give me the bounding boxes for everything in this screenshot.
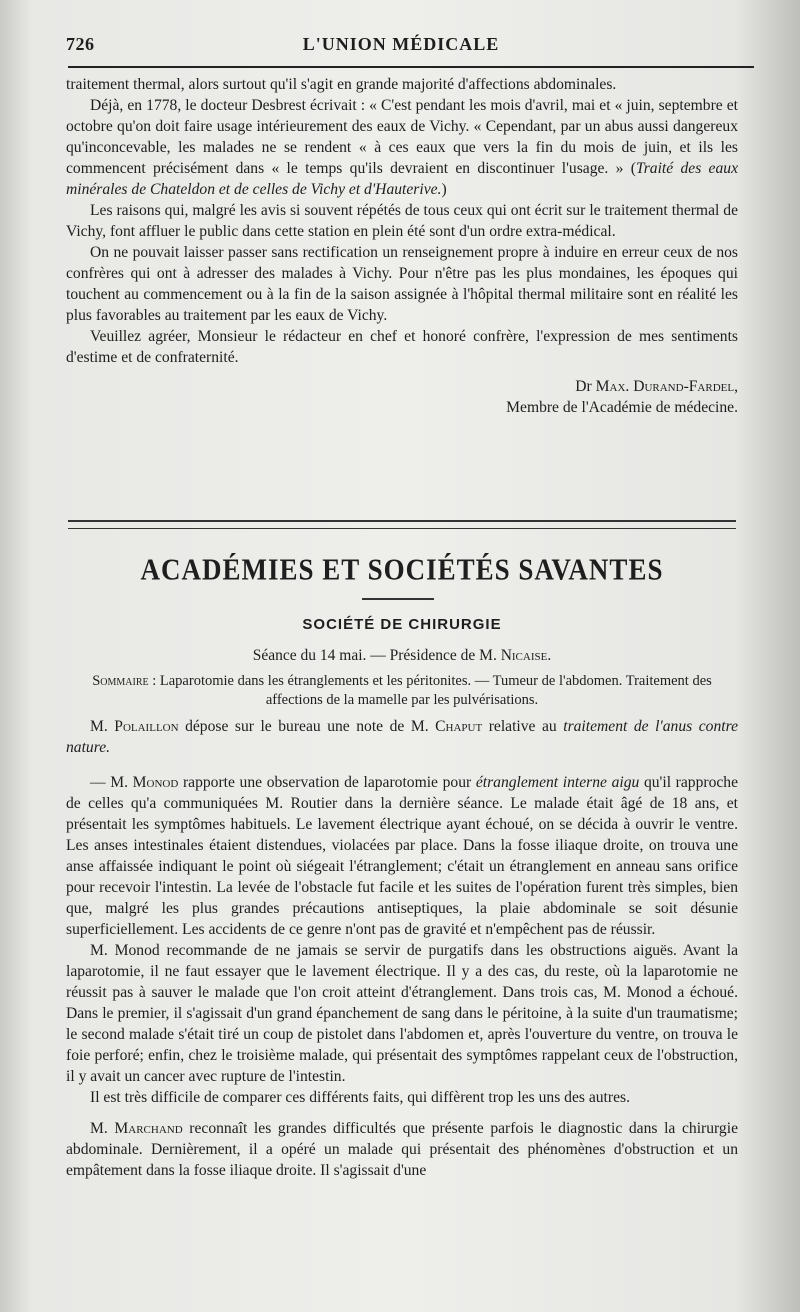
letter-text: ) [441,181,447,198]
title-rule [362,598,434,600]
letter-paragraph [66,74,738,95]
summary-text: : Laparotomie dans les étranglements et les péritonites. — Tumeur de l'abdomen. Traitement des affections de la mamelle par les pulvérisations. [148,673,712,708]
society-name: SOCIÉTÉ DE CHIRURGIE [302,616,502,633]
letter-text: traitement thermal, alors surtout qu'il s'agit en grande majorité d'affections abdominales. [66,76,617,93]
topic-italic: traitement de l'anus contre nature. [66,718,738,756]
header-rule [68,66,754,68]
citation: Traité des eaux minérales de Chateldon et de celles de Vichy et d'Hauterive. [66,160,738,198]
letter-paragraph [66,95,738,200]
letter-text: Les raisons qui, malgré les avis si souvent répétés de tous ceux qui ont écrit sur le traitement thermal de Vichy, font affluer le public dans cette station en plein été sont d'un ordre extra-médical. [66,202,738,240]
minutes-text: Il est très difficile de comparer ces différents faits, qui diffèrent trop les uns des autres. [90,1089,630,1106]
minutes-text: — M. [90,774,133,791]
minutes-text: relative au [482,718,564,735]
minutes-paragraph [66,716,738,758]
minutes-text: qu'il rapproche de celles qu'a communiquées M. Routier dans la dernière séance. Le malade était âgé de 18 ans, et présentait les symptômes habituels. Le lavement électrique ayant échoué, on se décida à ouvrir le ventre. Les anses intestinales étaient distendues, violacées par place. Dans la fosse iliaque droite, on trouva une anse affaissée indiquant le point où siégeait l'étranglement; c'était un étranglement en anneau sans orifice pour recevoir l'intestin. La levée de l'obstacle fut facile et les suites de l'opération furent très simples, bien que, malgré les plus grandes précautions antiseptiques, la plaie abdominale se soit désunie superficiellement. Les accidents de ce genre n'ont pas de gravité et n'empêchent pas de réussir. [66,774,739,938]
letter-text: Déjà, en 1778, le docteur Desbrest écrivait : « C'est pendant les mois d'avril, mai et « juin, septembre et octobre qu'on doit faire usage intérieurement des eaux de Vichy. « Cependant, par un abus aussi dangereux qu'inconcevable, les malades ne se rendent « à ces eaux que vers la fin du mois de juin, et ils les commencent précisément dans « le temps qu'ils devraient en discontinuer l'usage. » ( [66,97,738,177]
signature-title: Dr [575,378,592,395]
seance-text: Séance du 14 mai. — Présidence de M. [252,647,501,664]
minutes-text: M. Monod recommande de ne jamais se servir de purgatifs dans les obstructions aiguës. Avant la laparotomie, il ne faut essayer que le lavement électrique. Il y a des cas, du reste, où la laparotomie ne réussit pas à sauver le malade que l'on croit atteint d'étranglement. Dans trois cas, M. Monod a échoué. Dans le premier, il s'agissait d'un grand épanchement de sang dans le péritoine, à la suite d'un traumatisme; le second malade s'était tiré un coup de pistolet dans l'abdomen et, après l'ouverture du ventre, on trouva le foie perforé; enfin, chez le troisième malade, qui présentait des symptômes rappelant ceux de l'obstruction, il y avait un cancer avec rupture de l'intestin. [66,942,738,1085]
page-number: 726 [66,34,95,54]
page-header [66,34,736,60]
topic-italic: étranglement interne aigu [475,774,640,791]
speaker-name: M. Polaillon [90,718,179,735]
minutes-body [66,716,738,1181]
minutes-text: dépose sur le bureau une note de M. [178,718,436,735]
signature-role: Membre de l'Académie de médecine. [506,399,738,416]
summary-label: Sommaire [92,673,149,689]
letter-paragraph [66,242,738,326]
letter-text: Veuillez agréer, Monsieur le rédacteur en chef et honoré confrère, l'expression de mes sentiments d'estime et de confraternité. [66,328,738,366]
letter-paragraph [66,326,738,368]
person-name: Chaput [435,718,483,735]
section-divider [68,520,736,529]
minutes-paragraph [66,1087,738,1108]
running-title: L'UNION MÉDICALE [302,34,500,54]
letter-body [66,74,738,418]
signature-name: Max. Durand-Fardel, [595,378,738,395]
speaker-name: M. Marchand [90,1120,183,1137]
signature [66,376,738,418]
speaker-name: Monod [132,774,179,791]
summary [66,672,738,710]
letter-text: On ne pouvait laisser passer sans rectification un renseignement propre à induire en erreur ceux de nos confrères qui ont à adresser des malades à Vichy. Pour n'être pas les plus mondaines, les époques qui touchent au commencement ou à la fin de la saison assignée à l'hôpital thermal militaire sont en réalité les plus favorables au traitement par les eaux de Vichy. [66,244,738,324]
minutes-text: reconnaît les grandes difficultés que présente parfois le diagnostic dans la chirurgie abdominale. Dernièrement, il a opéré un malade qui présentait des phénomènes d'obstruction et un empâtement dans la fosse iliaque droite. Il s'agissait d'une [66,1120,738,1179]
minutes-paragraph [66,1118,738,1181]
president-name: Nicaise. [500,647,552,664]
section-title: ACADÉMIES ET SOCIÉTÉS SAVANTES [140,551,664,587]
minutes-paragraph [66,772,738,940]
minutes-paragraph [66,940,738,1087]
letter-paragraph [66,200,738,242]
minutes-text: rapporte une observation de laparotomie pour [178,774,476,791]
seance-line [66,647,738,665]
